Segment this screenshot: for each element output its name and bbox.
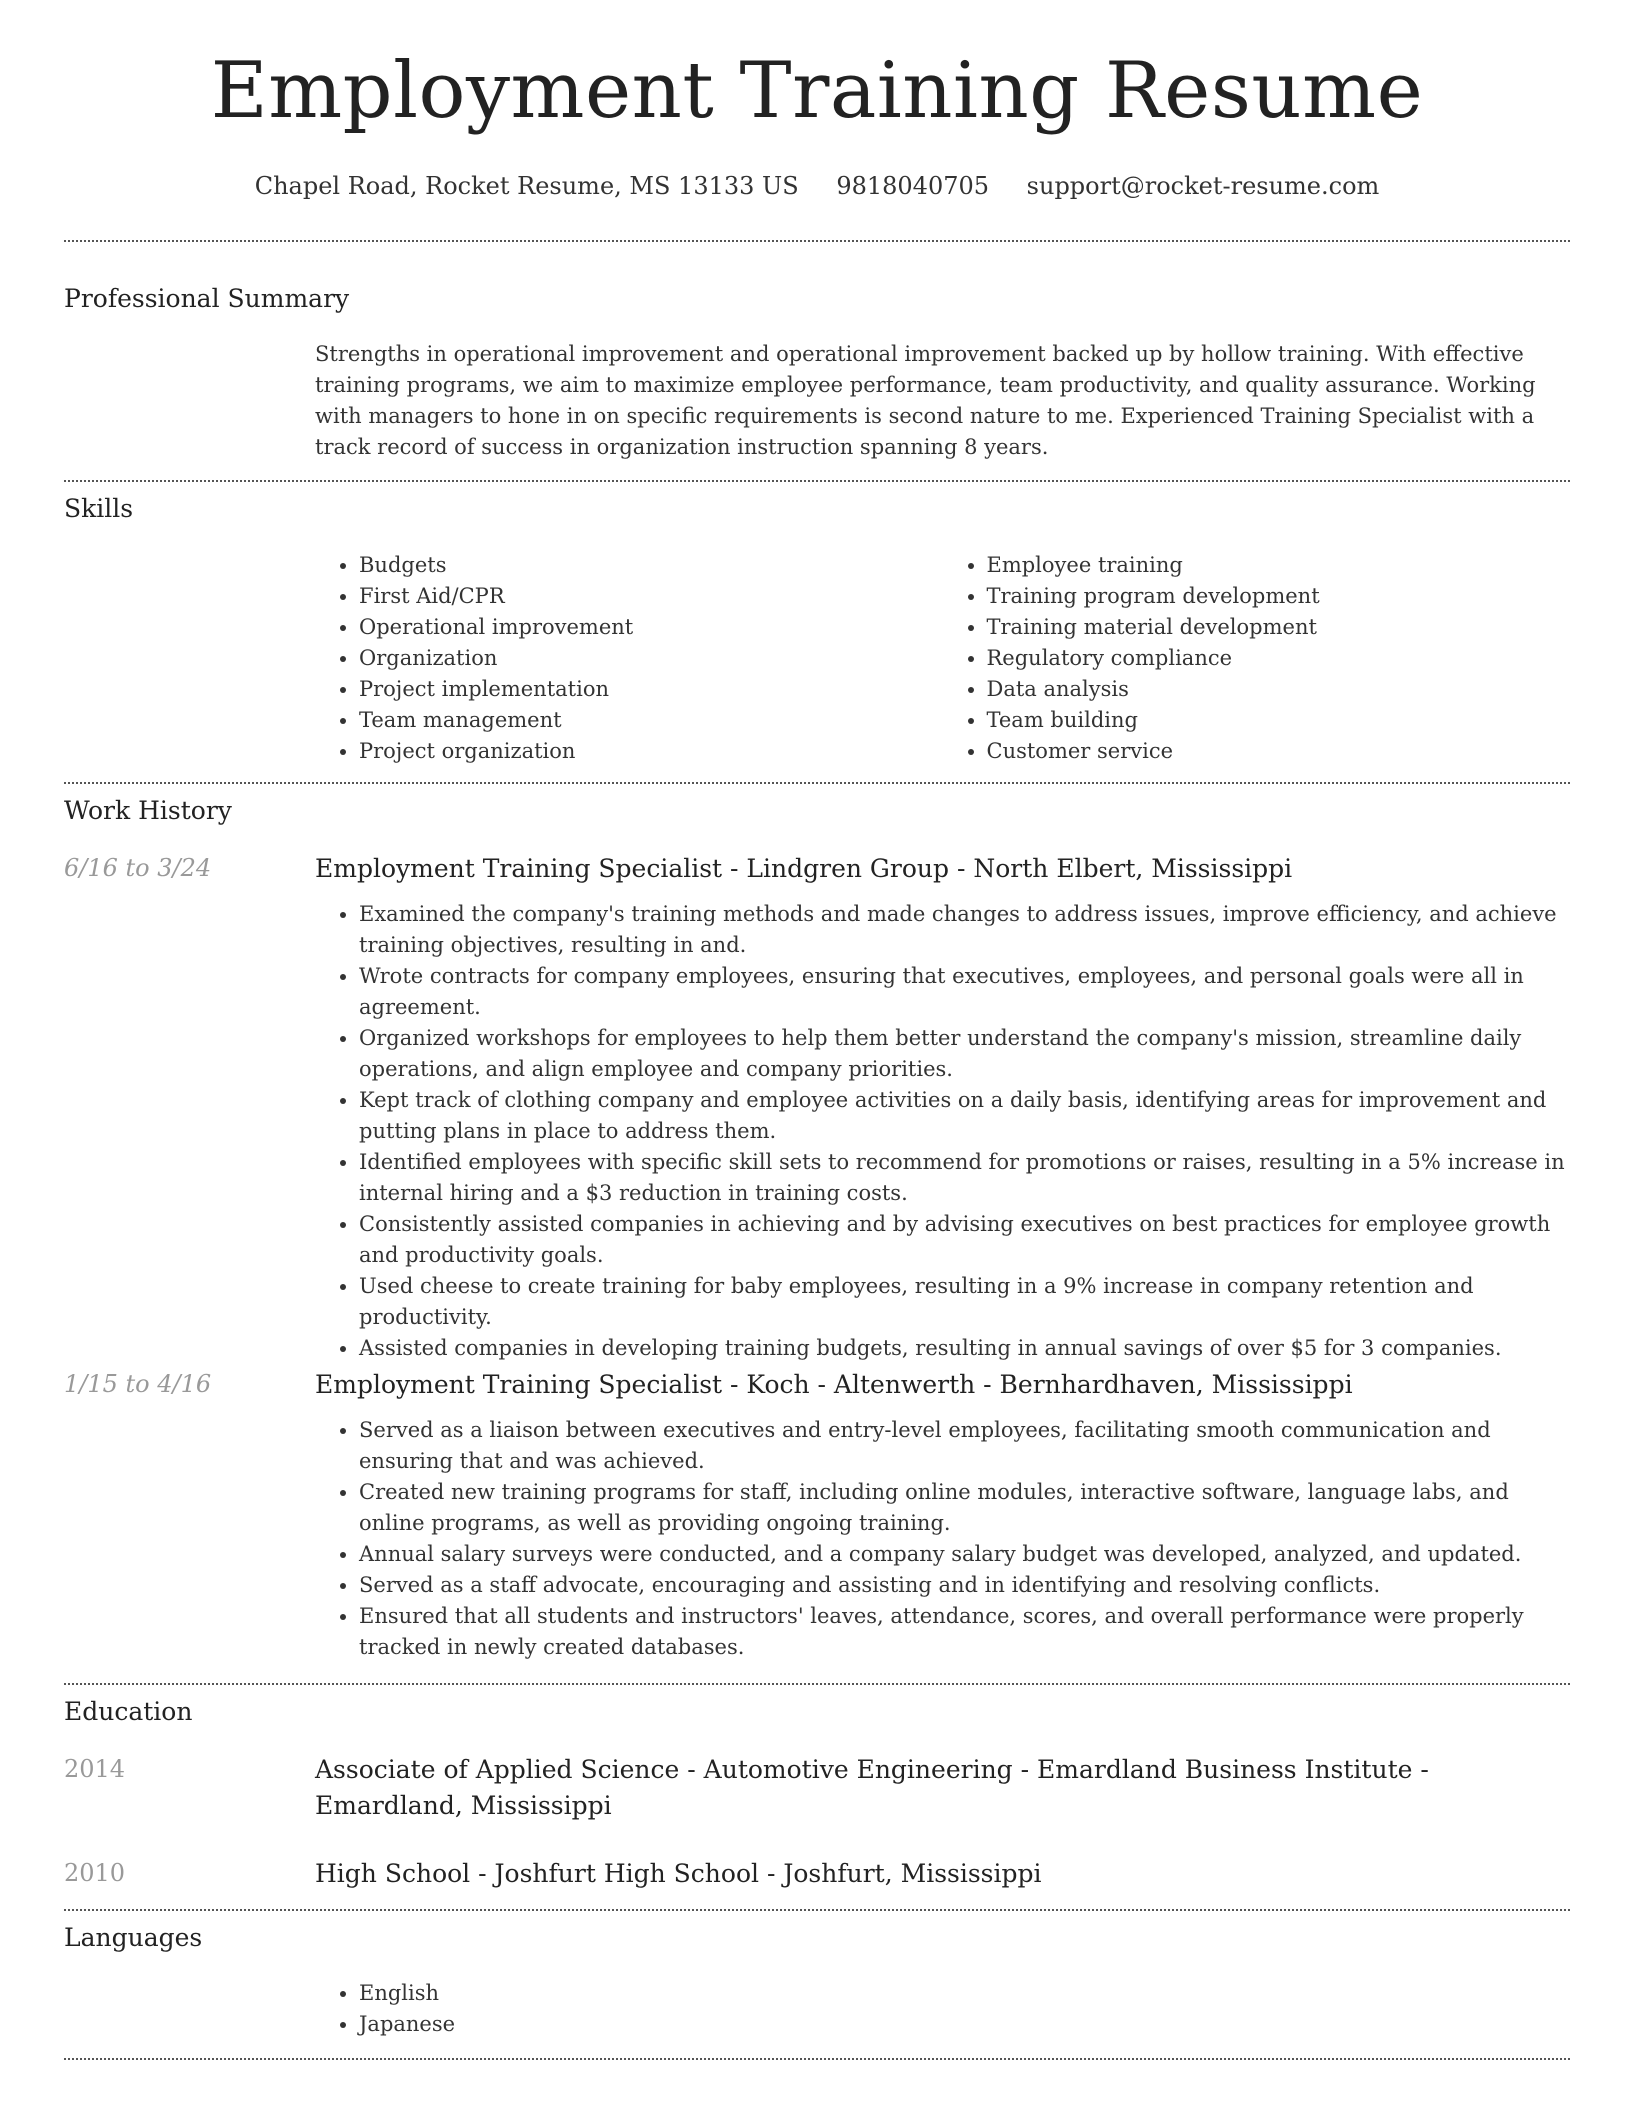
job-dates: 6/16 to 3/24 bbox=[64, 854, 212, 882]
education-degree: High School bbox=[315, 1859, 471, 1888]
job-bullet: • Used cheese to create training for baby employees, resulting in a 9% increase in company retention and productivity. bbox=[359, 1271, 1570, 1333]
job-bullet: • Ensured that all students and instructors' leaves, attendance, scores, and overall performance were properly tracked in newly created databases. bbox=[359, 1601, 1570, 1663]
job-employer: - Lindgren Group - North Elbert, Mississippi bbox=[722, 854, 1293, 883]
job-employer: - Koch - Altenwerth - Bernhardhaven, Mississippi bbox=[722, 1370, 1353, 1399]
skill-item: • Project implementation bbox=[359, 674, 943, 705]
skill-item: • First Aid/CPR bbox=[359, 581, 943, 612]
job-bullet: • Examined the company's training methods and made changes to address issues, improve efficiency, and achieve training objectives, resulting in and. bbox=[359, 899, 1570, 961]
job-bullet: • Served as a liaison between executives and entry-level employees, facilitating smooth communication and ensuring that and was achieved. bbox=[359, 1415, 1570, 1477]
skill-item: • Project organization bbox=[359, 736, 943, 767]
languages-list bbox=[315, 1978, 1570, 2040]
education-entry bbox=[315, 1752, 1570, 1824]
divider bbox=[64, 2058, 1570, 2060]
job-title-line bbox=[315, 851, 1570, 887]
skill-item: • Team management bbox=[359, 705, 943, 736]
divider bbox=[64, 240, 1570, 242]
education-entry bbox=[315, 1856, 1570, 1892]
job-dates: 1/15 to 4/16 bbox=[64, 1370, 212, 1398]
skills-column-left bbox=[315, 550, 943, 767]
job-bullet: • Served as a staff advocate, encouraging and assisting and in identifying and resolving conflicts. bbox=[359, 1570, 1570, 1601]
job-bullets bbox=[315, 899, 1570, 1364]
education-year: 2010 bbox=[64, 1859, 126, 1887]
skills-column-right bbox=[943, 550, 1571, 767]
job-bullet: • Organized workshops for employees to help them better understand the company's mission, streamline daily operations, and align employee and company priorities. bbox=[359, 1023, 1570, 1085]
contact-line bbox=[64, 172, 1570, 200]
skill-item: • Budgets bbox=[359, 550, 943, 581]
divider bbox=[64, 1909, 1570, 1911]
job-title: Employment Training Specialist bbox=[315, 854, 723, 883]
job-bullet: • Assisted companies in developing training budgets, resulting in annual savings of over $5 for 3 companies. bbox=[359, 1333, 1570, 1364]
contact-address: Chapel Road, Rocket Resume, MS 13133 US bbox=[254, 172, 799, 200]
language-items bbox=[315, 1978, 1570, 2040]
skill-item: • Data analysis bbox=[987, 674, 1571, 705]
job-bullet: • Created new training programs for staff, including online modules, interactive software, language labs, and online programs, as well as providing ongoing training. bbox=[359, 1477, 1570, 1539]
skill-item: • Team building bbox=[987, 705, 1571, 736]
skill-item: • Training program development bbox=[987, 581, 1571, 612]
divider bbox=[64, 1683, 1570, 1685]
education-year: 2014 bbox=[64, 1755, 126, 1783]
contact-phone: 9818040705 bbox=[836, 172, 990, 200]
education-school: - Joshfurt High School - Joshfurt, Mississippi bbox=[470, 1859, 1042, 1888]
skill-item: • Customer service bbox=[987, 736, 1571, 767]
contact-email[interactable]: support@rocket-resume.com bbox=[1026, 172, 1380, 200]
job-entry bbox=[315, 851, 1570, 1364]
job-title: Employment Training Specialist bbox=[315, 1370, 723, 1399]
skill-item: • Regulatory compliance bbox=[987, 643, 1571, 674]
job-bullets bbox=[315, 1415, 1570, 1663]
language-item: • English bbox=[359, 1978, 1570, 2009]
section-title-summary: Professional Summary bbox=[64, 284, 350, 313]
section-title-skills: Skills bbox=[64, 494, 134, 523]
skill-item: • Organization bbox=[359, 643, 943, 674]
job-entry bbox=[315, 1367, 1570, 1663]
skills-list bbox=[315, 550, 1570, 767]
section-title-education: Education bbox=[64, 1697, 193, 1726]
job-title-line bbox=[315, 1367, 1570, 1403]
resume-title: Employment Training Resume bbox=[210, 46, 1424, 136]
job-bullet: • Identified employees with specific skill sets to recommend for promotions or raises, resulting in a 5% increase in internal hiring and a $3 reduction in training costs. bbox=[359, 1147, 1570, 1209]
summary-text: Strengths in operational improvement and operational improvement backed up by hollow training. With effective training programs, we aim to maximize employee performance, team productivity, and quality assurance. Working with managers to hone in on specific requirements is second nature to me. Experienced Training Specialist with a track record of success in organization instruction spanning 8 years. bbox=[315, 342, 1536, 459]
section-title-languages: Languages bbox=[64, 1923, 203, 1952]
language-item: • Japanese bbox=[359, 2009, 1570, 2040]
divider bbox=[64, 782, 1570, 784]
job-bullet: • Wrote contracts for company employees, ensuring that executives, employees, and personal goals were all in agreement. bbox=[359, 961, 1570, 1023]
education-school: - Emardland Business Institute - Emardland, Mississippi bbox=[315, 1755, 1429, 1820]
job-bullet: • Consistently assisted companies in achieving and by advising executives on best practices for employee growth and productivity goals. bbox=[359, 1209, 1570, 1271]
divider bbox=[64, 480, 1570, 482]
job-bullet: • Annual salary surveys were conducted, and a company salary budget was developed, analyzed, and updated. bbox=[359, 1539, 1570, 1570]
skill-item: • Operational improvement bbox=[359, 612, 943, 643]
job-bullet: • Kept track of clothing company and employee activities on a daily basis, identifying areas for improvement and putting plans in place to address them. bbox=[359, 1085, 1570, 1147]
education-degree: Associate of Applied Science - Automotive Engineering bbox=[315, 1755, 1013, 1784]
skill-item: • Employee training bbox=[987, 550, 1571, 581]
skill-item: • Training material development bbox=[987, 612, 1571, 643]
section-title-work: Work History bbox=[64, 796, 232, 825]
